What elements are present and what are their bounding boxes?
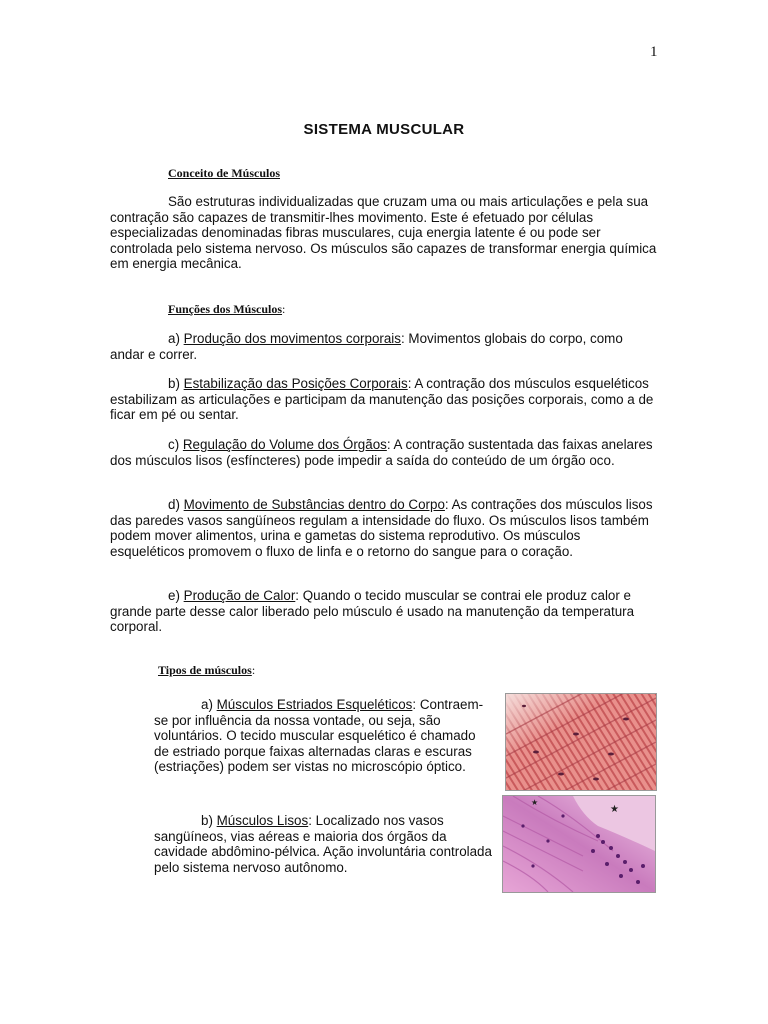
function-term: Movimento de Substâncias dentro do Corpo: [183, 497, 445, 512]
function-term: Produção dos movimentos corporais: [183, 331, 401, 346]
function-item: a) Produção dos movimentos corporais: Movimentos globais do corpo, como andar e correr.: [110, 331, 623, 362]
svg-text:★: ★: [610, 804, 619, 815]
type-term: Músculos Lisos: [216, 813, 309, 828]
function-item: c) Regulação do Volume dos Órgãos: A contração sustentada das faixas anelares dos músculos lisos (esfíncteres) pode impedir a saída do conteúdo de um órgão oco.: [110, 437, 653, 468]
functions-heading: Funções dos Músculos:: [168, 302, 286, 316]
concept-heading: Conceito de Músculos: [168, 166, 280, 180]
skeletal-muscle-micrograph: [505, 693, 657, 791]
function-item: d) Movimento de Substâncias dentro do Corpo: As contrações dos músculos lisos das paredes vasos sangüíneos regulam a intensidade do fluxo. Os músculos lisos também podem mover alimentos, urina e gametas do sistema reprodutivo. Os músculos esqueléticos promovem o fluxo de linfa e o retorno do sangue para o coração.: [110, 497, 653, 559]
function-term: Regulação do Volume dos Órgãos: [182, 437, 387, 452]
svg-text:★: ★: [531, 798, 539, 807]
function-term: Produção de Calor: [183, 588, 296, 603]
type-term: Músculos Estriados Esqueléticos: [216, 697, 413, 712]
page-number: 1: [650, 44, 658, 60]
function-term: Estabilização das Posições Corporais: [183, 376, 408, 391]
smooth-muscle-micrograph: [502, 795, 656, 893]
type-item: a) Músculos Estriados Esqueléticos: Contraem-se por influência da nossa vontade, ou seja, são voluntários. O tecido muscular esquelético é chamado de estriado porque faixas alternadas claras e escuras (estriações) podem ser vistas no microscópio óptico.: [154, 697, 484, 775]
function-item: b) Estabilização das Posições Corporais: A contração dos músculos esqueléticos estabilizam as articulações e participam da manutenção das posições corporais, como a de ficar em pé ou sentar.: [110, 376, 654, 423]
type-item: b) Músculos Lisos: Localizado nos vasos sangüíneos, vias aéreas e maioria dos órgãos da cavidade abdômino-pélvica. Ação involuntária controlada pelo sistema nervoso autônomo.: [154, 813, 492, 875]
page-title: SISTEMA MUSCULAR: [303, 121, 465, 138]
concept-paragraph: São estruturas individualizadas que cruzam uma ou mais articulações e pela sua contração são capazes de transmitir-lhes movimento. Este é efetuado por células especializadas denominadas fibras musculares, cuja energia latente é ou pode ser controlada pelo sistema nervoso. Os músculos são capazes de transformar energia química em energia mecânica.: [110, 194, 657, 272]
function-item: e) Produção de Calor: Quando o tecido muscular se contrai ele produz calor e grande parte desse calor liberado pelo músculo é usado na manutenção da temperatura corporal.: [110, 588, 635, 635]
types-heading: Tipos de músculos:: [158, 663, 256, 677]
